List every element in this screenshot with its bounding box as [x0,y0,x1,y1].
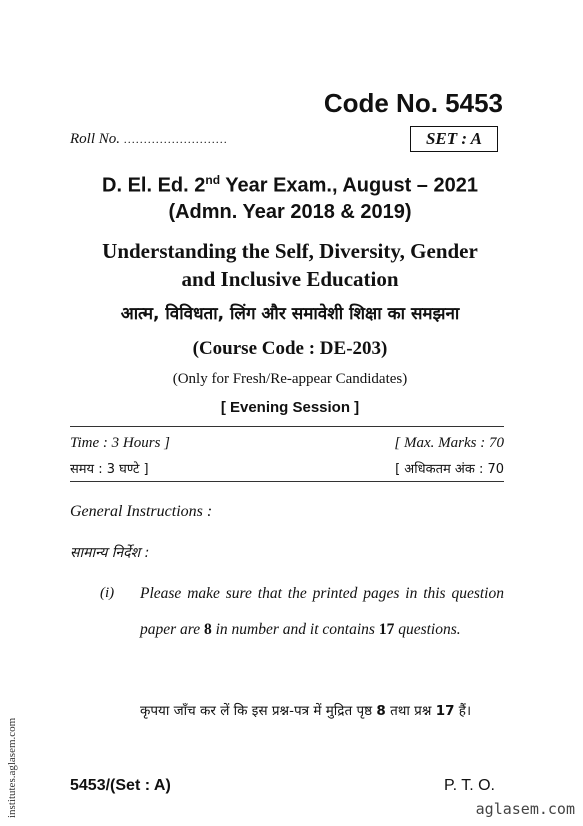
subject-title-line1: Understanding the Self, Diversity, Gender [102,239,478,263]
page-count-hindi: 8 [376,703,386,719]
exam-title-suffix: Year Exam., August – 2021 [220,174,478,197]
roll-number-label: Roll No. [70,131,121,147]
exam-title-prefix: D. El. Ed. 2 [102,174,206,197]
roll-number-field [70,131,228,148]
exam-title-sup: nd [205,173,221,187]
roll-number-dots: .......................... [123,132,228,146]
marks-english: [ Max. Marks : 70 [394,435,504,451]
brand-watermark: aglasem.com [475,800,575,818]
subject-title-line2: and Inclusive Education [181,267,399,291]
instruction-text-english [140,576,504,648]
instruction-en-part3: questions. [394,621,461,638]
instruction-en-part1: Please make sure that the printed pages in this question paper are [140,585,504,638]
subject-title-hindi: आत्म, विविधता, लिंग और समावेशी शिक्षा का समझना [120,304,460,324]
session-label: [ Evening Session ] [220,399,360,416]
candidates-note: (Only for Fresh/Re-appear Candidates) [172,371,408,387]
instruction-en-part2: in number and it contains [211,621,379,638]
footer-code-set: 5453/(Set : A) [70,777,171,794]
side-watermark: institutes.aglasem.com [6,717,18,818]
exam-title [40,173,540,198]
instruction-text-hindi [140,694,504,728]
question-count-hindi: 17 [435,703,455,719]
instruction-number: (i) [100,585,115,601]
question-count: 17 [378,621,395,638]
page-count: 8 [204,621,212,638]
set-badge: SET : A [410,126,498,152]
course-code: (Course Code : DE-203) [192,338,388,359]
code-number: Code No. 5453 [323,88,503,118]
general-instructions-heading-hindi: सामान्य निर्देश : [70,545,150,561]
marks-hindi: [ अधिकतम अंक : 70 [395,462,504,477]
footer-pto: P. T. O. [444,777,495,794]
admission-year: (Admn. Year 2018 & 2019) [168,201,412,223]
instruction-hi-part3: हैं। [454,703,472,719]
instruction-hi-part2: तथा प्रश्न [385,703,436,719]
divider-bottom [70,481,504,482]
divider-top [70,426,504,427]
time-hindi: समय : 3 घण्टे ] [70,462,149,477]
general-instructions-heading: General Instructions : [70,503,213,520]
time-english: Time : 3 Hours ] [70,435,171,451]
instruction-hi-part1: कृपया जाँच कर लें कि इस प्रश्न-पत्र में मुद्रित पृष्ठ [140,703,377,719]
